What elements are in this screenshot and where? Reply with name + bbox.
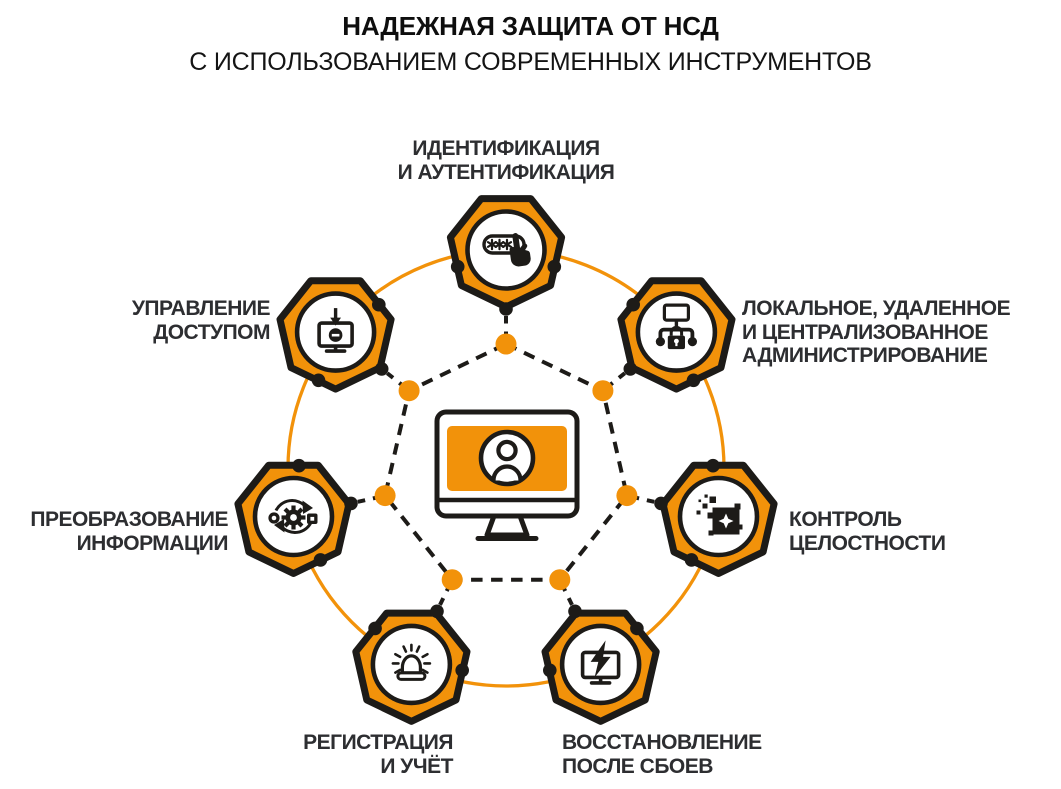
orbit-junction-dot: [399, 380, 420, 401]
ring-anchor-dot: [626, 298, 640, 312]
ring-anchor-dot: [706, 459, 720, 473]
title-line1: НАДЕЖНАЯ ЗАЩИТА ОТ НСД: [342, 11, 719, 41]
title-line2: С ИСПОЛЬЗОВАНИЕМ СОВРЕМЕННЫХ ИНСТРУМЕНТОВ: [189, 48, 872, 76]
node-label-access-control: УПРАВЛЕНИЕ ДОСТУПОМ: [131, 297, 270, 344]
ring-anchor-dot: [630, 622, 644, 636]
node-label-recovery: ВОССТАНОВЛЕНИЕ ПОСЛЕ СБОЕВ: [562, 731, 762, 778]
orbit-junction-dot: [592, 380, 613, 401]
node-integrity: [654, 459, 774, 574]
orbit-junction-dot: [442, 569, 463, 590]
node-label-integrity: КОНТРОЛЬ ЦЕЛОСТНОСТИ: [789, 508, 946, 555]
spoke-anchor-dot: [375, 362, 389, 376]
monitor-user-icon: [437, 412, 577, 539]
node-transformation: [238, 459, 358, 574]
ring-anchor-dot: [455, 664, 469, 678]
orbit-junction-dot: [496, 334, 517, 355]
ring-anchor-dot: [543, 664, 557, 678]
spoke-anchor-dot: [344, 497, 358, 511]
orbit-junction-dot: [549, 569, 570, 590]
node-access-control: [280, 281, 391, 389]
ring-anchor-dot: [372, 298, 386, 312]
node-label-administration: ЛОКАЛЬНОЕ, УДАЛЕННОЕ И ЦЕНТРАЛИЗОВАННОЕ АДМИНИСТРИРОВАНИЕ: [742, 297, 1011, 367]
ring-anchor-dot: [687, 374, 701, 388]
spoke-anchor-dot: [624, 362, 638, 376]
node-label-transformation: ПРЕОБРАЗОВАНИЕ ИНФОРМАЦИИ: [30, 508, 228, 555]
spoke-anchor-dot: [568, 605, 582, 619]
node-label-identification: ИДЕНТИФИКАЦИЯ И АУТЕНТИФИКАЦИЯ: [397, 137, 615, 184]
node-registration: [356, 605, 469, 722]
ring-anchor-dot: [685, 553, 699, 567]
ring-anchor-dot: [368, 622, 382, 636]
node-recovery: [543, 605, 656, 722]
ring-anchor-dot: [312, 374, 326, 388]
spoke-anchor-dot: [430, 605, 444, 619]
ring-anchor-dot: [314, 553, 328, 567]
ring-anchor-dot: [548, 260, 562, 274]
orbit-junction-dot: [375, 485, 396, 506]
spoke-anchor-dot: [654, 497, 668, 511]
orbit-junction-dot: [616, 485, 637, 506]
ring-anchor-dot: [451, 260, 465, 274]
ring-anchor-dot: [292, 459, 306, 473]
node-label-registration: РЕГИСТРАЦИЯ И УЧЁТ: [303, 731, 453, 778]
node-identification: [450, 199, 561, 316]
spoke-anchor-dot: [499, 302, 513, 316]
node-administration: [621, 281, 732, 389]
